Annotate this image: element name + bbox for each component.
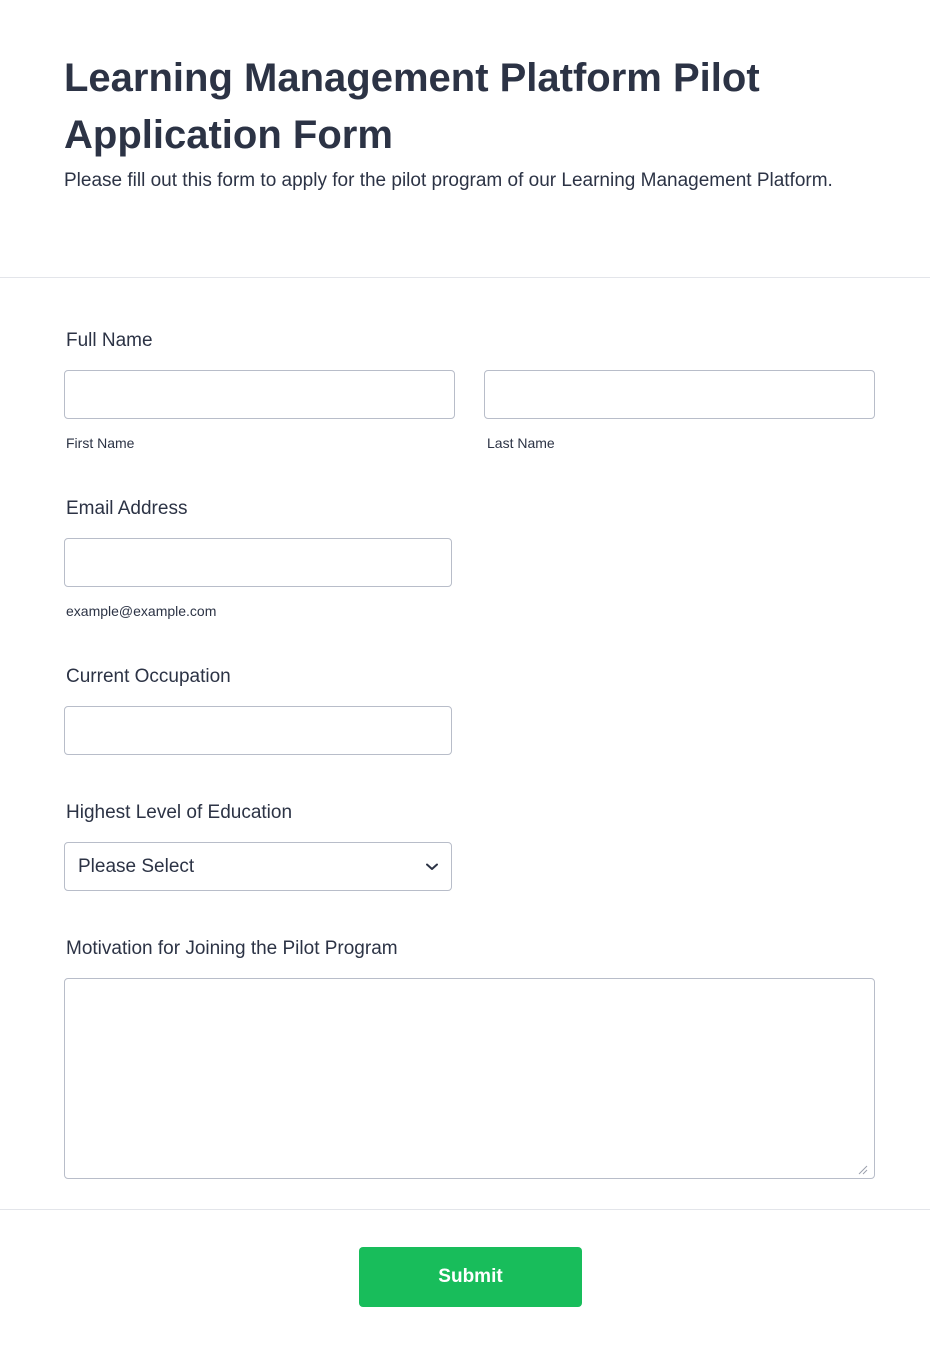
first-name-input[interactable] [64, 370, 455, 419]
resize-handle-icon[interactable] [858, 1162, 868, 1172]
form-header [0, 0, 930, 278]
first-name-sublabel: First Name [66, 435, 135, 451]
footer-divider [0, 1209, 930, 1210]
occupation-label: Current Occupation [66, 666, 231, 687]
form-subtitle: Please fill out this form to apply for the pilot program of our Learning Management Platform. [64, 170, 833, 191]
chevron-down-icon [426, 861, 438, 873]
email-input[interactable] [64, 538, 452, 587]
submit-button[interactable]: Submit [359, 1247, 582, 1307]
full-name-label: Full Name [66, 330, 153, 351]
education-select-value: Please Select [78, 855, 195, 877]
motivation-textarea[interactable] [64, 978, 875, 1179]
education-label: Highest Level of Education [66, 802, 293, 823]
email-label: Email Address [66, 498, 188, 519]
last-name-input[interactable] [484, 370, 875, 419]
last-name-sublabel: Last Name [487, 435, 555, 451]
motivation-label: Motivation for Joining the Pilot Program [66, 938, 398, 959]
email-sublabel: example@example.com [66, 603, 217, 619]
education-select[interactable] [64, 842, 452, 891]
form-title: Learning Management Platform Pilot Application Form [64, 56, 760, 157]
occupation-input[interactable] [64, 706, 452, 755]
